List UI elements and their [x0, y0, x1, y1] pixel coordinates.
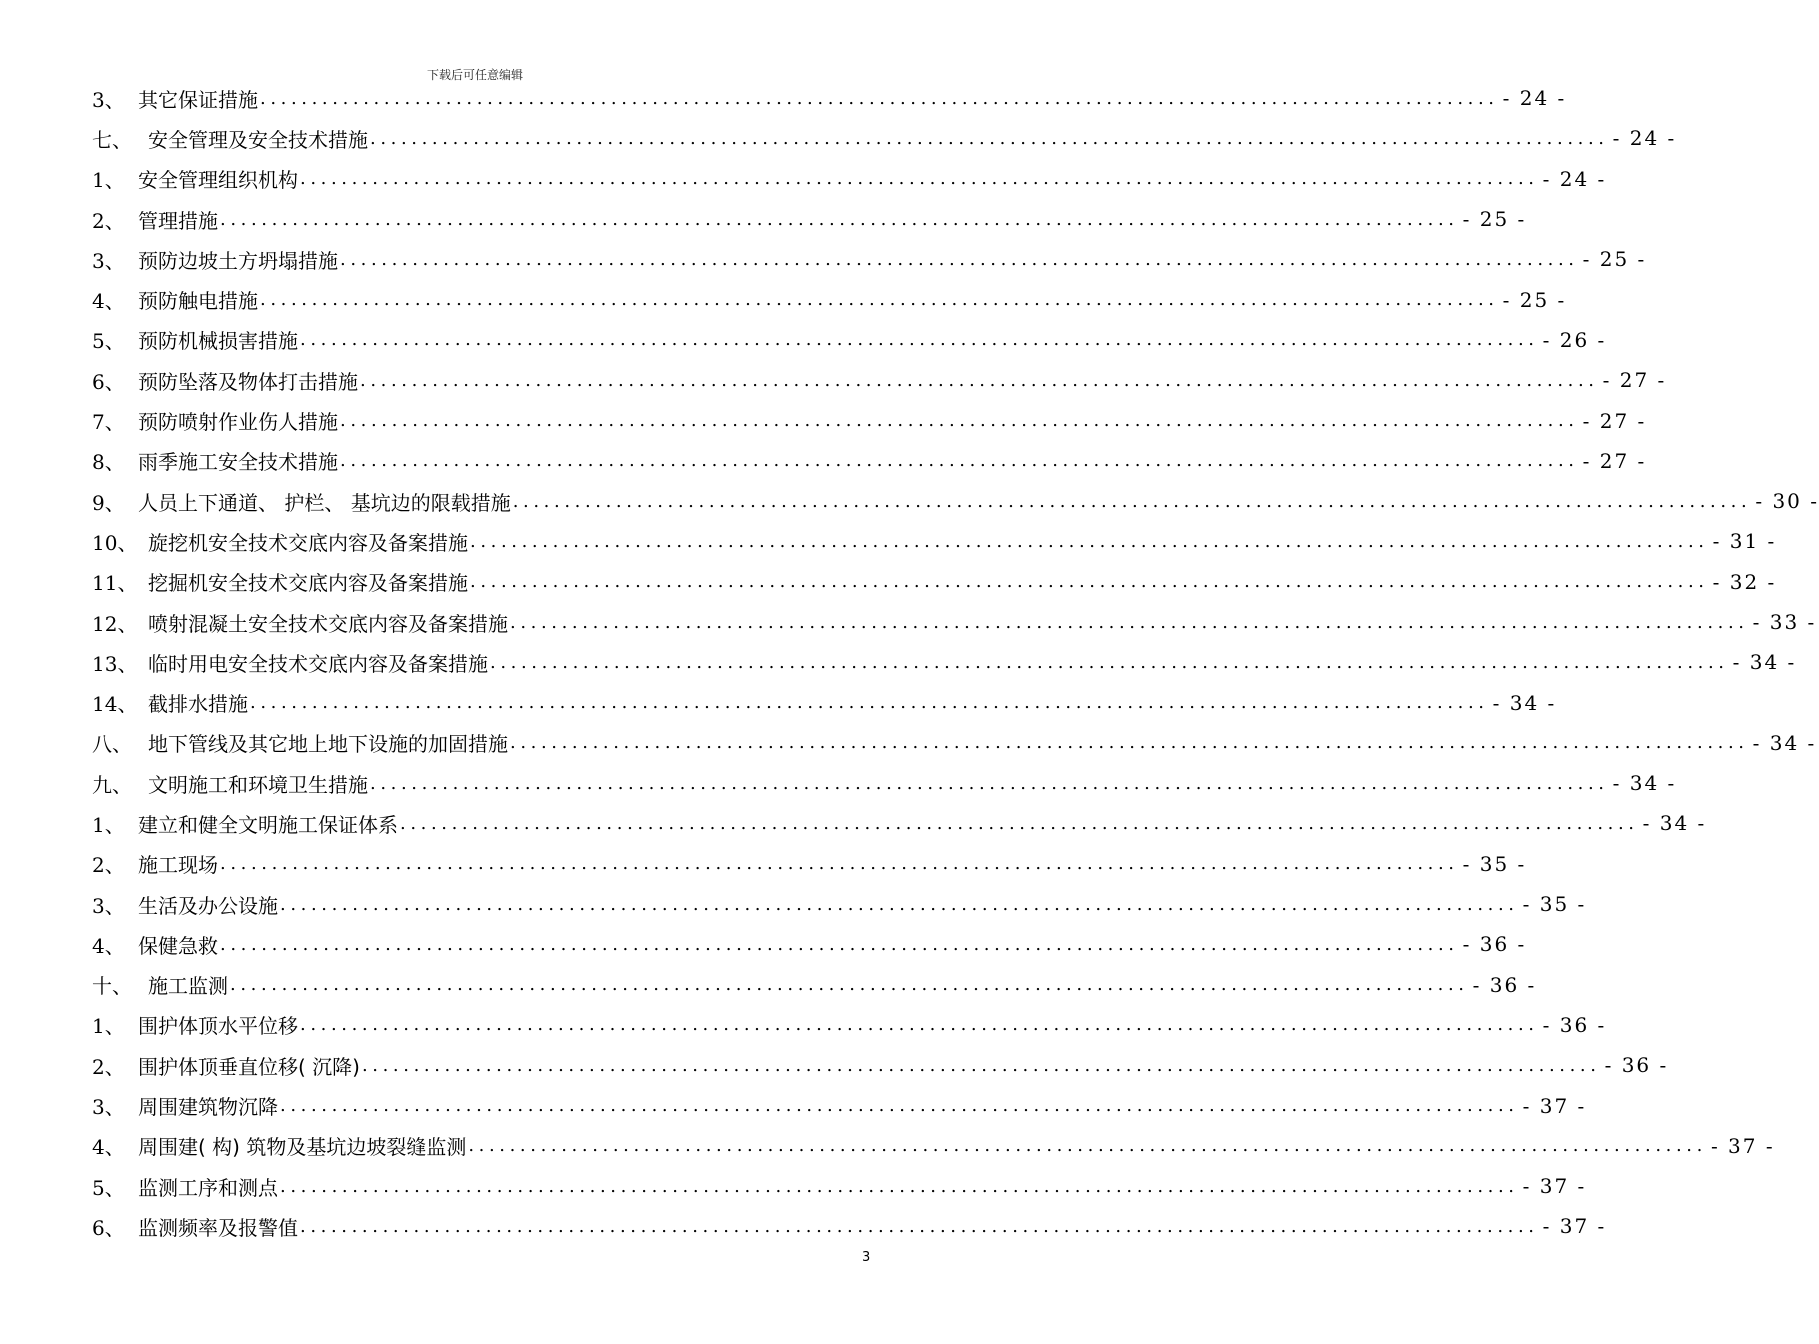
toc-entry-number: 七、 — [92, 127, 132, 152]
dot-leader: ........................................................................................................................ — [510, 611, 1749, 633]
dot-leader: ........................................................................................................................ — [230, 974, 1469, 996]
toc-entry-number: 4、 — [92, 289, 125, 314]
toc-entry-page: - 30 - — [1755, 489, 1819, 514]
dot-leader: ........................................................................................................................ — [340, 248, 1579, 270]
toc-entry[interactable] — [92, 279, 1567, 319]
dot-leader: ........................................................................................................................ — [300, 1014, 1539, 1036]
toc-entry-title: 施工监测 — [148, 974, 228, 999]
toc-entry-title: 预防机械损害措施 — [138, 329, 298, 354]
toc-entry[interactable] — [92, 1085, 1587, 1125]
toc-entry-page: - 33 - — [1752, 610, 1817, 634]
toc-entry-title: 建立和健全文明施工保证体系 — [138, 812, 398, 837]
toc-entry-title: 人员上下通道、 护栏、 基坑边的限载措施 — [138, 490, 511, 515]
toc-entry-number: 3、 — [92, 87, 125, 112]
toc-entry-number: 2、 — [92, 853, 125, 878]
toc-entry-title: 施工现场 — [138, 853, 218, 878]
toc-entry-title: 围护体顶水平位移 — [138, 1014, 298, 1039]
dot-leader: ........................................................................................................................ — [468, 1135, 1707, 1157]
toc-entry-page: - 25 - — [1462, 207, 1527, 232]
toc-entry-title: 监测频率及报警值 — [138, 1215, 298, 1240]
toc-entry-title: 雨季施工安全技术措施 — [138, 450, 338, 475]
toc-entry[interactable] — [92, 521, 1777, 561]
toc-entry-title: 地下管线及其它地上地下设施的加固措施 — [148, 732, 508, 757]
toc-entry[interactable] — [92, 1166, 1587, 1206]
dot-leader: ........................................................................................................................ — [280, 1175, 1519, 1197]
dot-leader: ........................................................................................................................ — [370, 127, 1609, 149]
page-header: 下载后可任意编辑 — [426, 68, 523, 82]
toc-entry-title: 围护体顶垂直位移( 沉降) — [138, 1054, 360, 1079]
toc-entry-number: 6、 — [92, 369, 125, 394]
toc-entry-page: - 34 - — [1752, 730, 1817, 755]
table-of-contents — [92, 78, 1819, 1247]
toc-entry-number: 1、 — [92, 812, 125, 837]
toc-entry[interactable] — [92, 78, 1567, 118]
toc-entry-number: 9、 — [92, 490, 125, 515]
toc-entry-number: 4、 — [92, 933, 125, 958]
toc-entry-number: 12、 — [92, 611, 138, 636]
toc-entry[interactable] — [92, 1005, 1607, 1045]
dot-leader: ........................................................................................................................ — [300, 168, 1539, 190]
toc-entry-page: - 34 - — [1612, 771, 1677, 796]
dot-leader: ........................................................................................................................ — [400, 812, 1639, 834]
toc-entry-title: 预防边坡土方坍塌措施 — [138, 248, 338, 273]
toc-entry-page: - 26 - — [1542, 327, 1607, 352]
dot-leader: ........................................................................................................................ — [250, 692, 1489, 714]
toc-entry-page: - 27 - — [1582, 448, 1647, 473]
toc-entry-title: 安全管理及安全技术措施 — [148, 127, 368, 152]
toc-entry-number: 4、 — [92, 1135, 125, 1160]
toc-entry[interactable] — [92, 642, 1797, 682]
toc-entry-number: 3、 — [92, 248, 125, 273]
toc-entry-number: 14、 — [92, 692, 138, 717]
dot-leader: ........................................................................................................................ — [360, 369, 1599, 391]
toc-entry[interactable] — [92, 1045, 1669, 1085]
toc-entry-page: - 24 - — [1542, 166, 1607, 191]
toc-entry[interactable] — [92, 400, 1647, 440]
toc-entry-page: - 24 - — [1502, 86, 1567, 111]
toc-entry-title: 文明施工和环境卫生措施 — [148, 772, 368, 797]
dot-leader: ........................................................................................................................ — [490, 651, 1729, 673]
dot-leader: ........................................................................................................................ — [370, 772, 1609, 794]
toc-entry[interactable] — [92, 320, 1607, 360]
toc-entry[interactable] — [92, 602, 1817, 642]
toc-entry[interactable] — [92, 159, 1607, 199]
toc-entry-number: 2、 — [92, 208, 125, 233]
dot-leader: ........................................................................................................................ — [220, 208, 1459, 230]
toc-entry-title: 监测工序和测点 — [138, 1175, 278, 1200]
toc-entry-page: - 37 - — [1522, 1174, 1587, 1199]
toc-entry-page: - 32 - — [1712, 569, 1777, 594]
toc-entry-title: 临时用电安全技术交底内容及备案措施 — [148, 651, 488, 676]
toc-entry-number: 6、 — [92, 1215, 125, 1240]
toc-entry-title: 喷射混凝土安全技术交底内容及备案措施 — [148, 611, 508, 636]
toc-entry-title: 预防喷射作业伤人措施 — [138, 410, 338, 435]
toc-entry[interactable] — [92, 481, 1819, 521]
toc-entry-title: 挖掘机安全技术交底内容及备案措施 — [148, 571, 468, 596]
toc-entry-page: - 27 - — [1602, 368, 1667, 393]
toc-entry-page: - 36 - — [1604, 1053, 1669, 1078]
dot-leader: ........................................................................................................................ — [510, 732, 1749, 754]
toc-entry[interactable] — [92, 118, 1677, 158]
toc-entry-title: 预防触电措施 — [138, 289, 258, 314]
toc-entry[interactable] — [92, 924, 1527, 964]
toc-entry-title: 周围建筑物沉降 — [138, 1095, 278, 1120]
toc-entry-title: 生活及办公设施 — [138, 893, 278, 918]
toc-entry-page: - 36 - — [1472, 972, 1537, 997]
dot-leader: ........................................................................................................................ — [300, 329, 1539, 351]
toc-entry[interactable] — [92, 803, 1707, 843]
toc-entry-number: 5、 — [92, 329, 125, 354]
toc-entry-page: - 35 - — [1522, 892, 1587, 917]
toc-entry-number: 8、 — [92, 450, 125, 475]
toc-entry[interactable] — [92, 763, 1677, 803]
toc-entry-title: 管理措施 — [138, 208, 218, 233]
toc-entry-page: - 31 - — [1712, 529, 1777, 554]
toc-entry-page: - 25 - — [1582, 247, 1647, 272]
dot-leader: ........................................................................................................................ — [512, 490, 1752, 512]
toc-entry[interactable] — [92, 682, 1557, 722]
toc-entry-page: - 35 - — [1462, 851, 1527, 876]
dot-leader: ........................................................................................................................ — [361, 1054, 1601, 1076]
toc-entry[interactable] — [92, 723, 1817, 763]
toc-entry-number: 10、 — [92, 530, 138, 555]
dot-leader: ........................................................................................................................ — [470, 530, 1709, 552]
toc-entry[interactable] — [92, 360, 1667, 400]
toc-entry-title: 周围建( 构) 筑物及基坑边坡裂缝监测 — [138, 1135, 467, 1160]
toc-entry-number: 八、 — [92, 732, 132, 757]
toc-entry[interactable] — [92, 965, 1537, 1005]
toc-entry-number: 十、 — [92, 974, 132, 999]
toc-entry-title: 安全管理组织机构 — [138, 168, 298, 193]
toc-entry-number: 3、 — [92, 893, 125, 918]
toc-entry-page: - 34 - — [1492, 690, 1557, 715]
dot-leader: ........................................................................................................................ — [280, 1095, 1519, 1117]
dot-leader: ........................................................................................................................ — [470, 571, 1709, 593]
toc-entry-page: - 37 - — [1522, 1093, 1587, 1118]
toc-entry[interactable] — [92, 844, 1527, 884]
dot-leader: ........................................................................................................................ — [260, 87, 1499, 109]
toc-entry-number: 7、 — [92, 410, 125, 435]
toc-entry-number: 5、 — [92, 1175, 125, 1200]
toc-entry-page: - 34 - — [1642, 811, 1707, 836]
toc-entry[interactable] — [92, 239, 1647, 279]
dot-leader: ........................................................................................................................ — [260, 289, 1499, 311]
toc-entry-page: - 25 - — [1502, 287, 1567, 312]
toc-entry[interactable] — [92, 562, 1777, 602]
toc-entry-page: - 36 - — [1462, 932, 1527, 957]
toc-entry-title: 旋挖机安全技术交底内容及备案措施 — [148, 530, 468, 555]
dot-leader: ........................................................................................................................ — [340, 450, 1579, 472]
toc-entry-page: - 37 - — [1710, 1133, 1775, 1158]
toc-entry[interactable] — [92, 1126, 1775, 1166]
dot-leader: ........................................................................................................................ — [220, 933, 1459, 955]
toc-entry-number: 2、 — [92, 1054, 125, 1079]
toc-entry-number: 13、 — [92, 651, 138, 676]
toc-entry-page: - 27 - — [1582, 408, 1647, 433]
toc-entry-title: 预防坠落及物体打击措施 — [138, 369, 358, 394]
toc-entry-number: 九、 — [92, 772, 132, 797]
dot-leader: ........................................................................................................................ — [340, 410, 1579, 432]
toc-entry-title: 截排水措施 — [148, 692, 248, 717]
toc-entry-page: - 36 - — [1542, 1012, 1607, 1037]
dot-leader: ........................................................................................................................ — [300, 1215, 1539, 1237]
page-number: 3 — [862, 1250, 871, 1265]
toc-entry-number: 1、 — [92, 168, 125, 193]
toc-entry-title: 其它保证措施 — [138, 87, 258, 112]
toc-entry[interactable] — [92, 884, 1587, 924]
toc-entry[interactable] — [92, 199, 1527, 239]
toc-entry-page: - 37 - — [1542, 1214, 1607, 1239]
toc-entry-page: - 24 - — [1612, 126, 1677, 151]
toc-entry[interactable] — [92, 441, 1647, 481]
toc-entry-page: - 34 - — [1732, 650, 1797, 675]
toc-entry-number: 11、 — [92, 571, 138, 596]
toc-entry-number: 3、 — [92, 1095, 125, 1120]
toc-entry-number: 1、 — [92, 1014, 125, 1039]
dot-leader: ........................................................................................................................ — [280, 893, 1519, 915]
toc-entry[interactable] — [92, 1206, 1607, 1246]
dot-leader: ........................................................................................................................ — [220, 853, 1459, 875]
toc-entry-title: 保健急救 — [138, 933, 218, 958]
